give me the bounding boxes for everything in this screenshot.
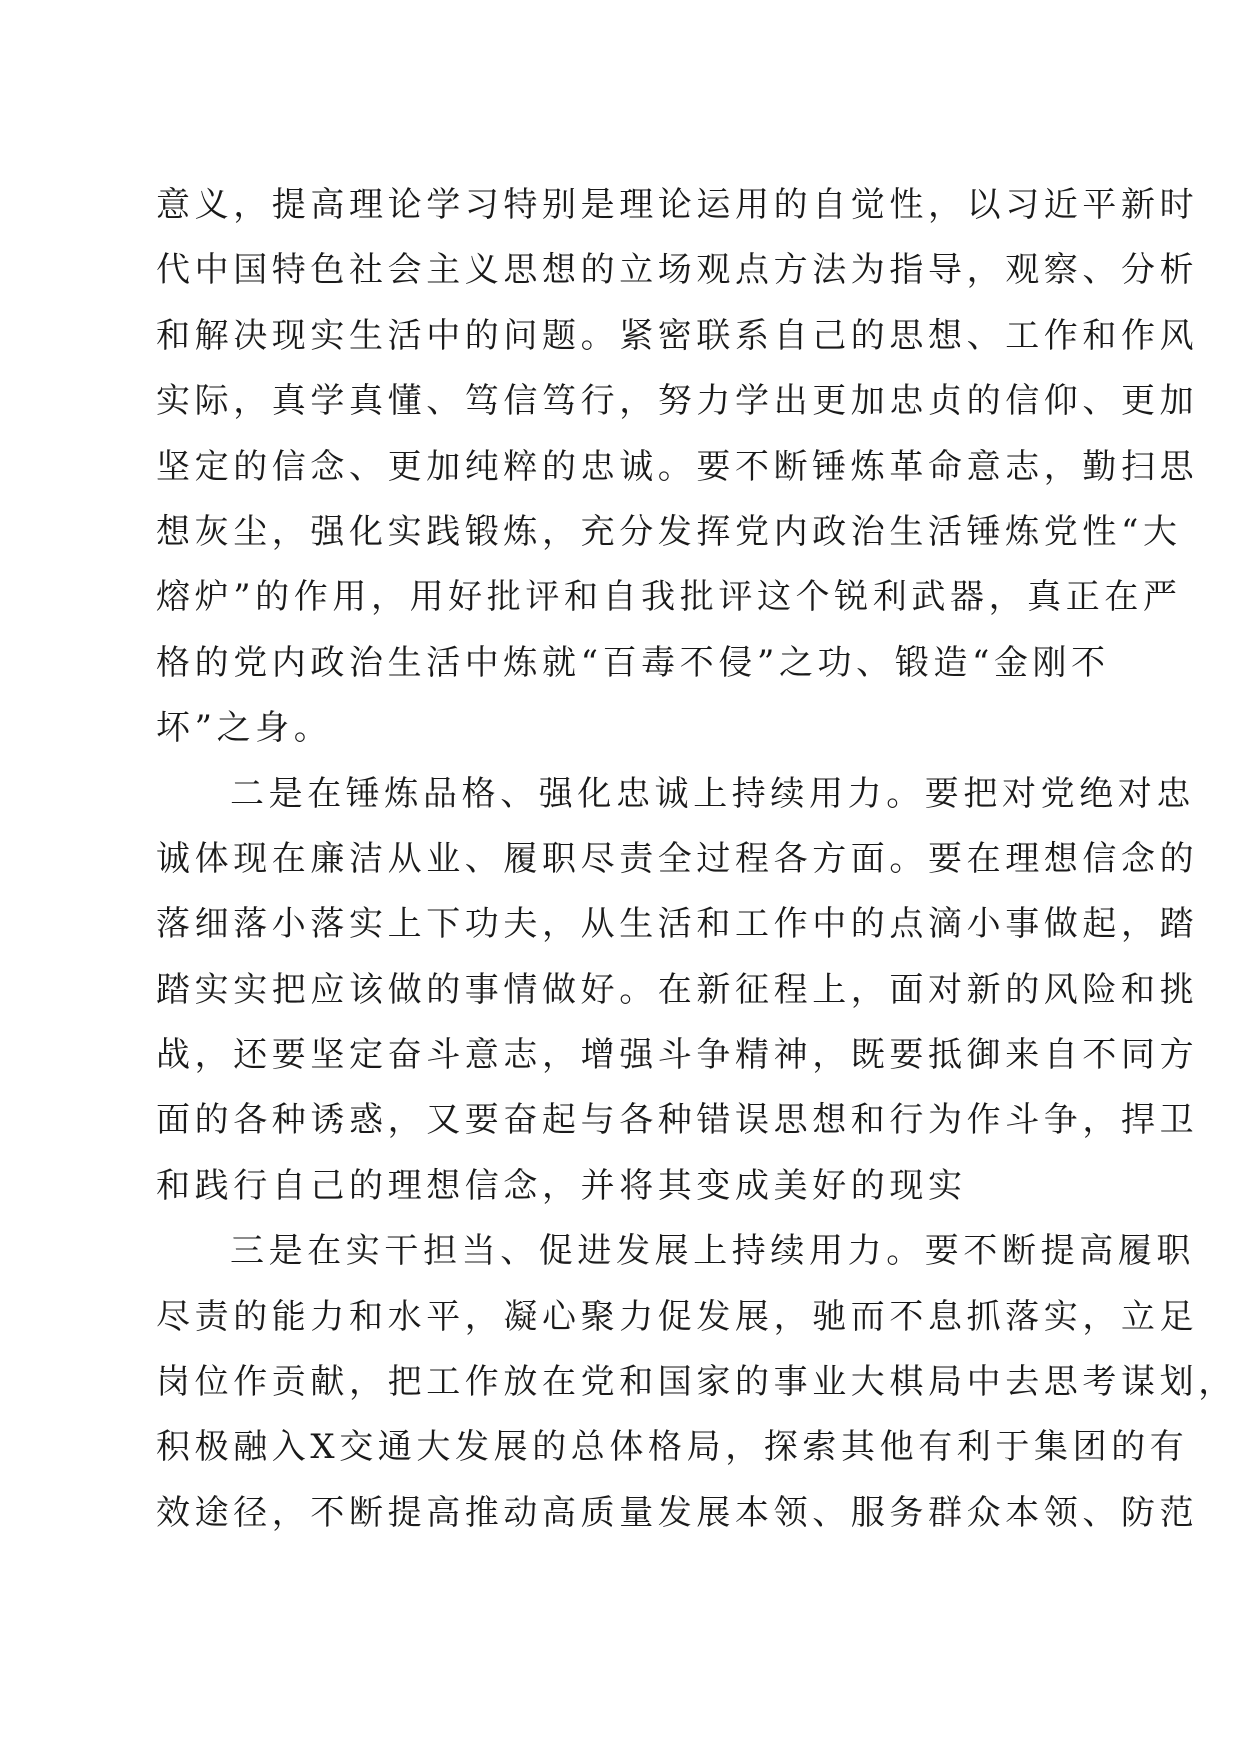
text-line: 踏实实把应该做的事情做好。在新征程上，面对新的风险和挑	[156, 969, 1199, 1010]
text-line: 意义，提高理论学习特别是理论运用的自觉性，以习近平新时	[156, 185, 1199, 225]
text-line: 尽责的能力和水平，凝心聚力促发展，驰而不息抓落实，立足	[156, 1296, 1199, 1337]
paragraph-start-line: 二是在锤炼品格、强化忠诚上持续用力。要把对党绝对忠	[230, 773, 1195, 814]
text-line: 实际，真学真懂、笃信笃行，努力学出更加忠贞的信仰、更加	[156, 381, 1199, 422]
text-line: 和解决现实生活中的问题。紧密联系自己的思想、工作和作风	[156, 315, 1199, 356]
text-line: 战，还要坚定奋斗意志，增强斗争精神，既要抵御来自不同方	[156, 1035, 1199, 1076]
text-line: 坏”之身。	[156, 708, 333, 749]
text-line: 面的各种诱惑，又要奋起与各种错误思想和行为作斗争，捍卫	[156, 1100, 1199, 1141]
text-line: 代中国特色社会主义思想的立场观点方法为指导，观察、分析	[156, 250, 1199, 291]
paragraph-start-line: 三是在实干担当、促进发展上持续用力。要不断提高履职	[230, 1231, 1195, 1272]
text-line: 格的党内政治生活中炼就“百毒不侵”之功、锻造“金刚不	[156, 642, 1110, 683]
text-line: 想灰尘，强化实践锻炼，充分发挥党内政治生活锤炼党性“大	[156, 511, 1182, 552]
body-text	[156, 185, 1237, 1558]
text-line: 坚定的信念、更加纯粹的忠诚。要不断锤炼革命意志，勤扫思	[156, 446, 1199, 487]
text-line: 落细落小落实上下功夫，从生活和工作中的点滴小事做起，踏	[156, 904, 1199, 945]
text-line: 积极融入X交通大发展的总体格局，探索其他有利于集团的有	[156, 1427, 1189, 1468]
text-line: 诚体现在廉洁从业、履职尽责全过程各方面。要在理想信念的	[156, 838, 1199, 879]
text-line: 岗位作贡献，把工作放在党和国家的事业大棋局中去思考谋划，	[156, 1362, 1237, 1403]
text-line: 和践行自己的理想信念，并将其变成美好的现实	[156, 1165, 967, 1206]
text-line: 效途径，不断提高推动高质量发展本领、服务群众本领、防范	[156, 1492, 1199, 1533]
text-line: 熔炉”的作用，用好批评和自我批评这个锐利武器，真正在严	[156, 577, 1182, 618]
